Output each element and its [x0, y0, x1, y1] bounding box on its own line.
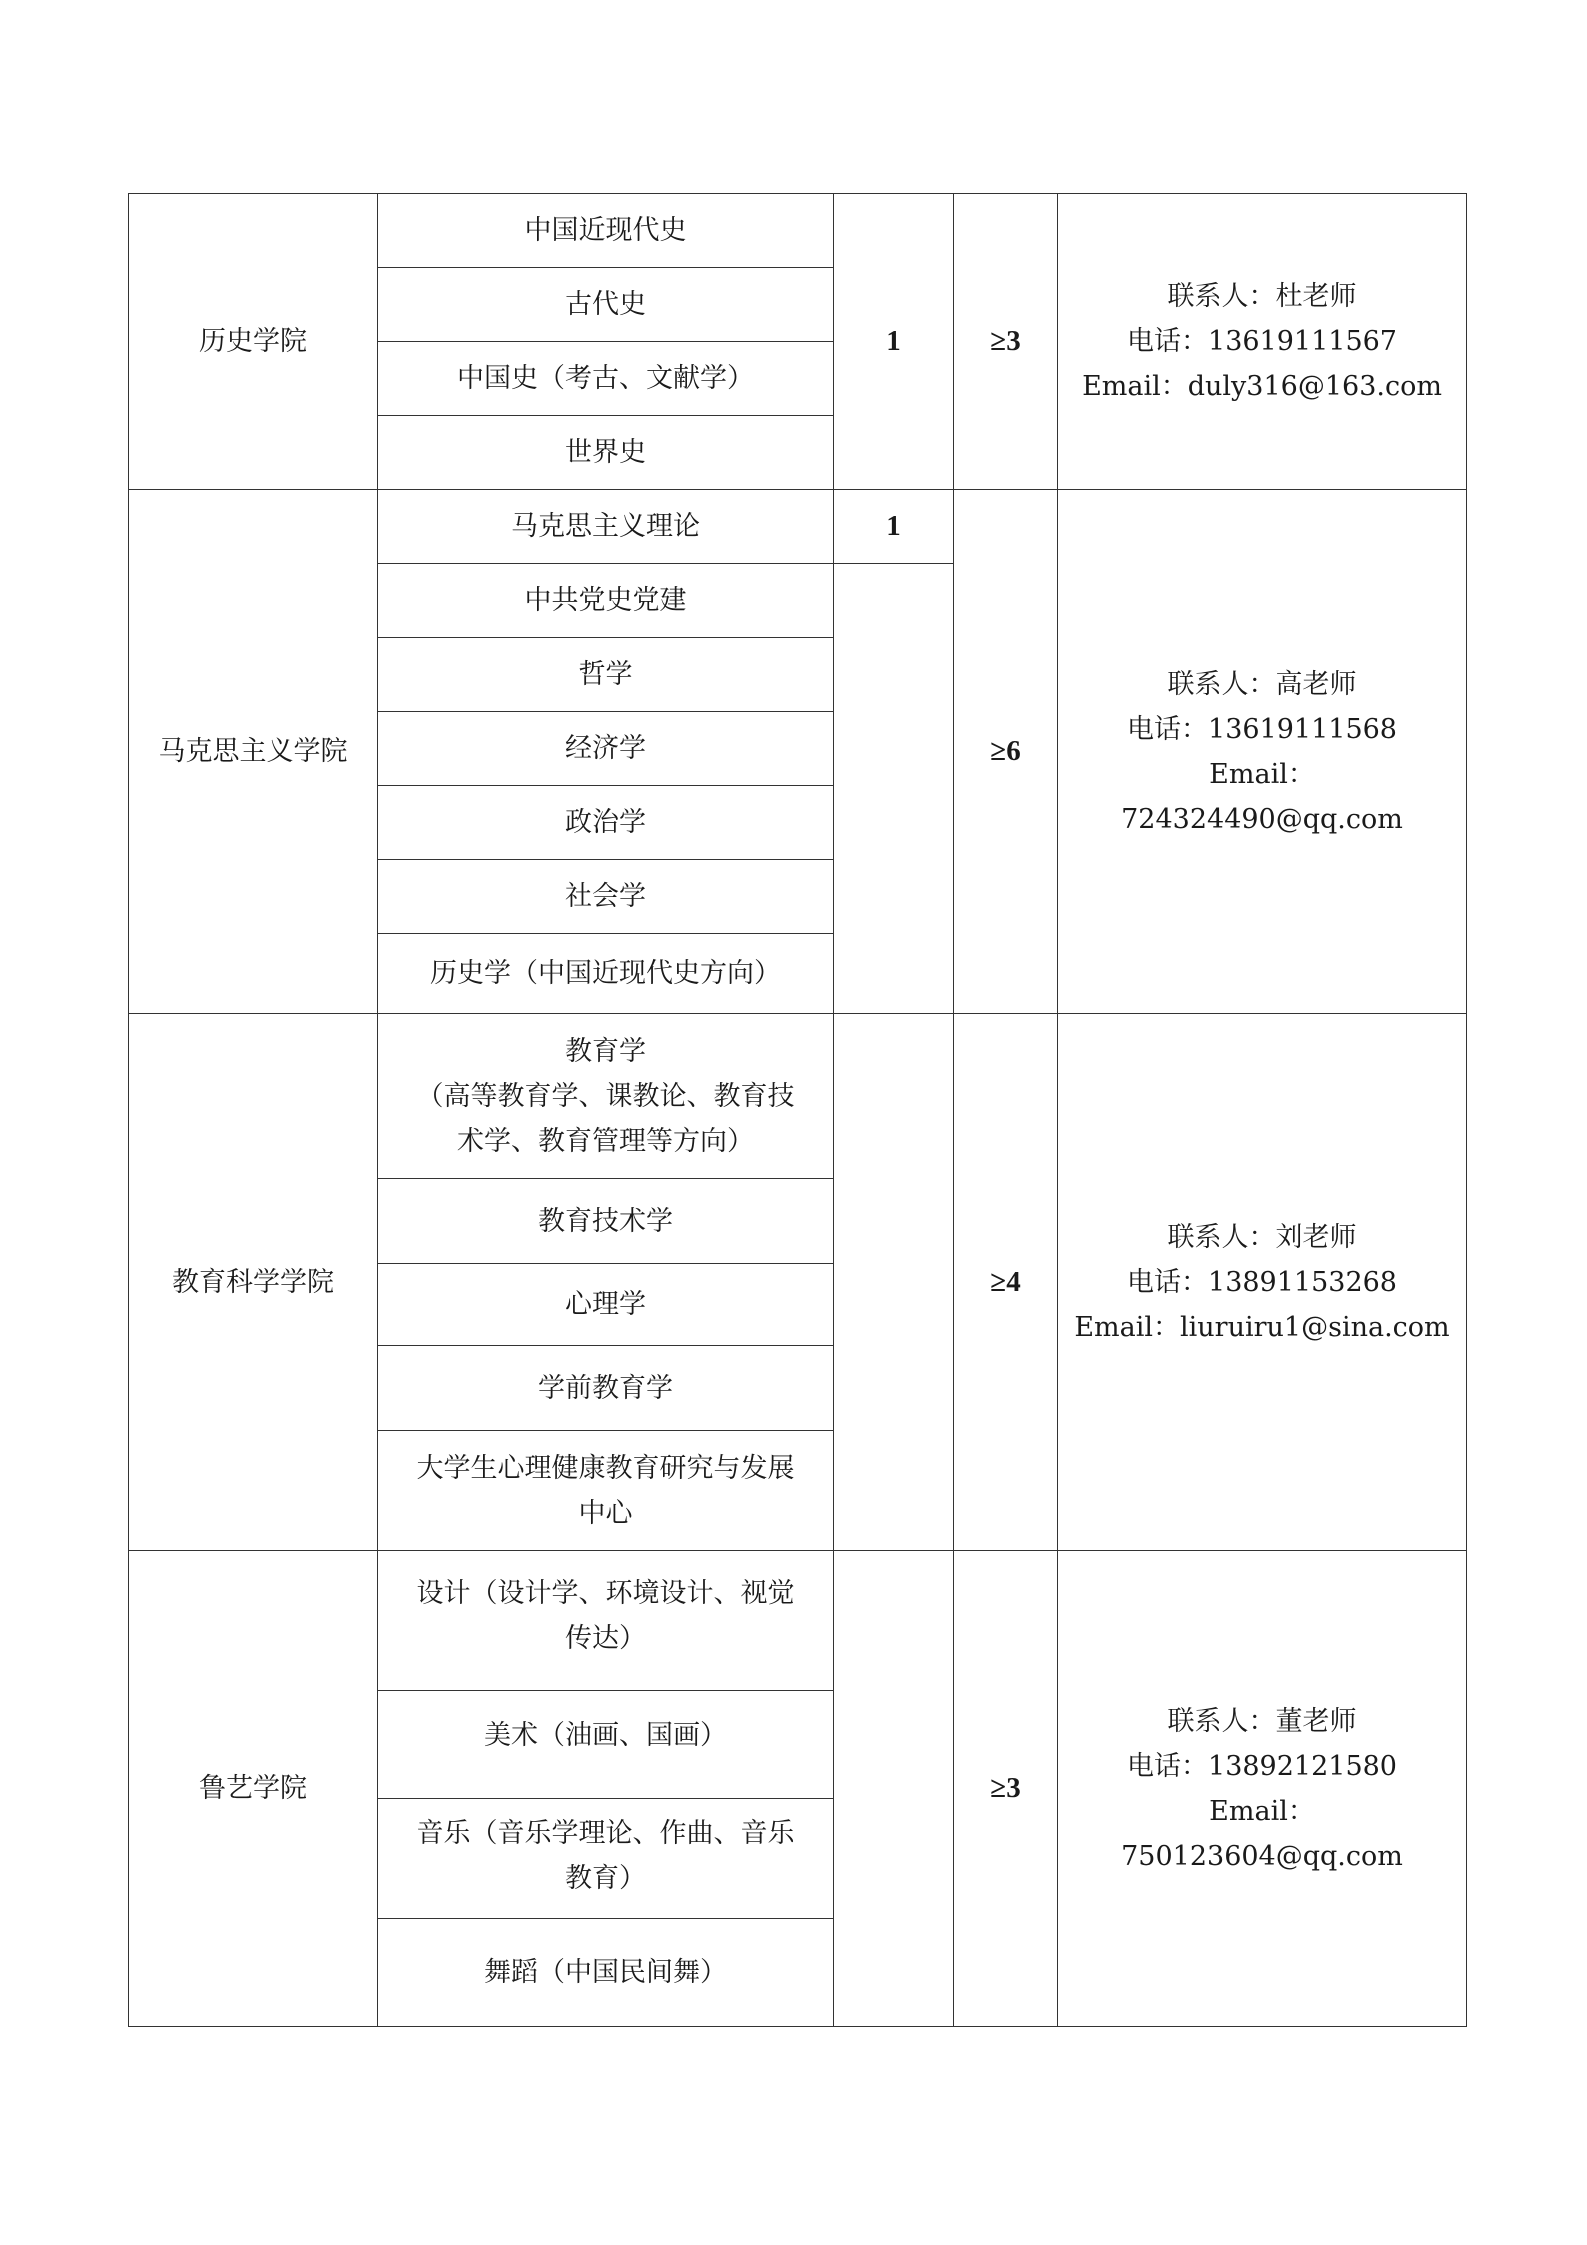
major-cell: 历史学（中国近现代史方向）	[378, 934, 834, 1014]
requirement-cell: ≥4	[954, 1014, 1058, 1551]
major-line: 术学、教育管理等方向）	[457, 1125, 754, 1157]
major-cell: 马克思主义理论	[378, 490, 834, 564]
major-cell: 中共党史党建	[378, 564, 834, 638]
quota-cell: 1	[834, 490, 954, 564]
contact-phone: 电话：13891153268	[1127, 1266, 1397, 1298]
major-line: （高等教育学、课教论、教育技	[416, 1080, 795, 1112]
contact-phone: 电话：13619111567	[1127, 326, 1397, 357]
major-line: 中心	[578, 1497, 633, 1529]
contact-person: 联系人：杜老师	[1167, 281, 1357, 312]
table-row	[129, 490, 1467, 564]
college-name: 历史学院	[129, 194, 378, 490]
contact-email: Email：liuruiru1@sina.com	[1074, 1311, 1450, 1343]
college-name: 教育科学学院	[129, 1014, 378, 1551]
college-name: 马克思主义学院	[129, 490, 378, 1014]
contact-cell	[1058, 1551, 1467, 2027]
recruitment-table	[128, 193, 1467, 2027]
contact-email: Email：724324490@qq.com	[1121, 758, 1403, 835]
contact-person: 联系人：高老师	[1167, 668, 1357, 700]
contact-email: Email：750123604@qq.com	[1121, 1795, 1403, 1872]
major-cell: 美术（油画、国画）	[378, 1691, 834, 1799]
requirement-cell: ≥3	[954, 1551, 1058, 2027]
contact-phone: 电话：13892121580	[1127, 1750, 1397, 1782]
major-cell: 社会学	[378, 860, 834, 934]
major-cell	[378, 1551, 834, 1691]
major-cell: 政治学	[378, 786, 834, 860]
contact-cell	[1058, 490, 1467, 1014]
major-cell: 教育技术学	[378, 1179, 834, 1264]
major-cell: 经济学	[378, 712, 834, 786]
major-line: 设计（设计学、环境设计、视觉	[416, 1578, 795, 1609]
major-cell: 古代史	[378, 268, 834, 342]
major-line: 音乐（音乐学理论、作曲、音乐	[416, 1818, 795, 1849]
major-cell: 舞蹈（中国民间舞）	[378, 1919, 834, 2027]
major-line: 教育学	[565, 1035, 646, 1067]
contact-phone: 电话：13619111568	[1127, 713, 1397, 745]
contact-person: 联系人：董老师	[1167, 1705, 1357, 1737]
major-cell	[378, 1799, 834, 1919]
major-line: 教育）	[565, 1863, 646, 1894]
major-cell: 心理学	[378, 1264, 834, 1346]
major-cell: 学前教育学	[378, 1346, 834, 1431]
major-line: 大学生心理健康教育研究与发展	[416, 1452, 795, 1484]
major-cell: 哲学	[378, 638, 834, 712]
quota-cell-empty	[834, 1014, 954, 1551]
major-line: 传达）	[565, 1623, 646, 1654]
major-cell: 中国近现代史	[378, 194, 834, 268]
quota-cell-empty	[834, 564, 954, 1014]
quota-cell-empty	[834, 1551, 954, 2027]
major-cell	[378, 1014, 834, 1179]
major-cell: 世界史	[378, 416, 834, 490]
quota-cell: 1	[834, 194, 954, 490]
table-row	[129, 194, 1467, 268]
major-cell	[378, 1431, 834, 1551]
major-cell: 中国史（考古、文献学）	[378, 342, 834, 416]
table-row	[129, 1014, 1467, 1179]
contact-cell	[1058, 194, 1467, 490]
college-name: 鲁艺学院	[129, 1551, 378, 2027]
requirement-cell: ≥3	[954, 194, 1058, 490]
table-row	[129, 1551, 1467, 1691]
contact-email: Email：duly316@163.com	[1082, 371, 1442, 402]
requirement-cell: ≥6	[954, 490, 1058, 1014]
contact-cell	[1058, 1014, 1467, 1551]
contact-person: 联系人：刘老师	[1167, 1221, 1357, 1253]
